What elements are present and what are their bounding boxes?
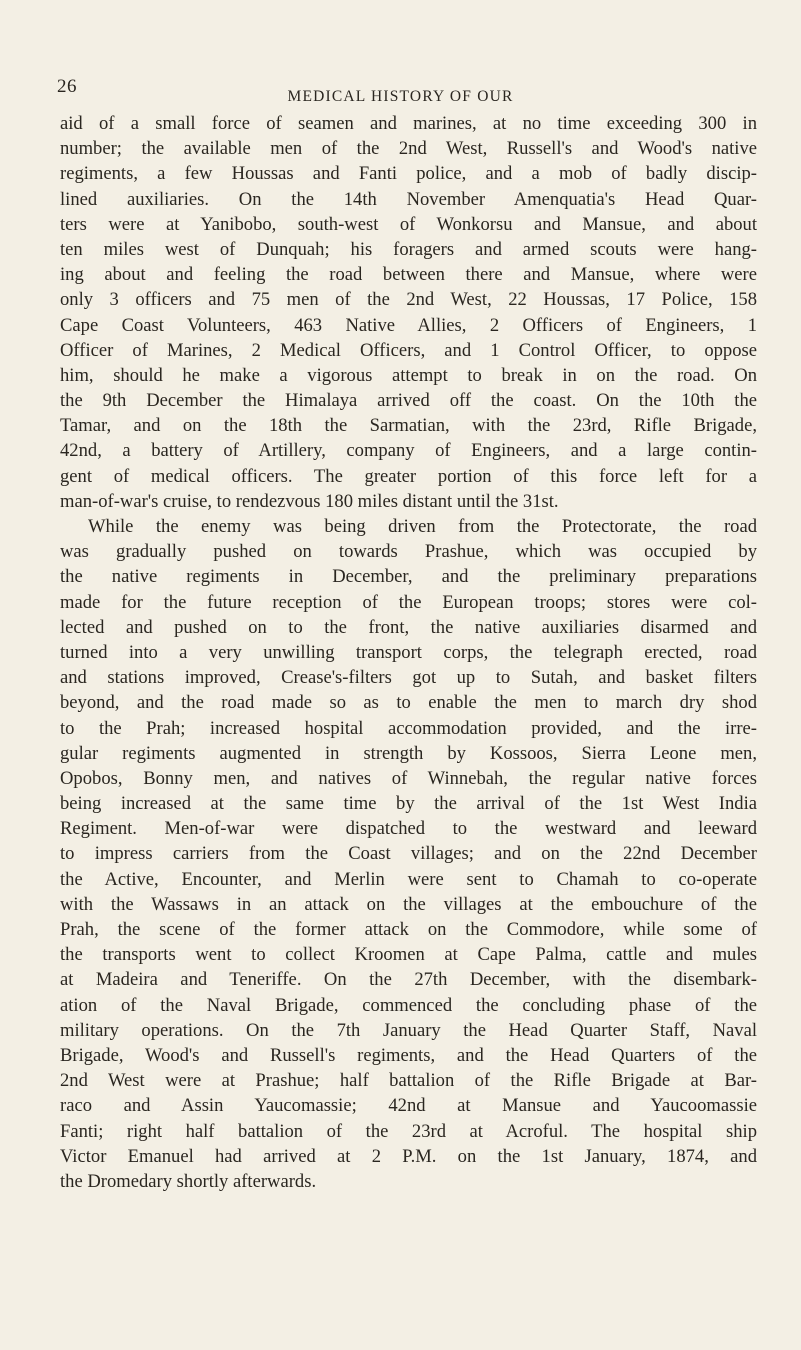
text-line: only 3 officers and 75 men of the 2nd West, 22 Houssas, 17 Police, 158 [60,289,757,311]
body-text [60,111,757,1194]
text-line: While the enemy was being driven from the Protectorate, the road [88,516,757,537]
text-line: the native regiments in December, and the preliminary preparations [60,566,757,588]
text-line: gent of medical officers. The greater portion of this force left for a [60,465,757,487]
text-line: ten miles west of Dunquah; his foragers and armed scouts were hang- [60,238,757,260]
text-line: being increased at the same time by the arrival of the 1st West India [60,793,757,815]
text-line: Prah, the scene of the former attack on the Commodore, while some of [60,919,757,940]
text-line: aid of a small force of seamen and marines, at no time exceeding 300 in [60,113,757,134]
text-line: Cape Coast Volunteers, 463 Native Allies, 2 Officers of Engineers, 1 [60,314,757,336]
text-line: man-of-war's cruise, to rendezvous 180 miles distant until the 31st. [60,490,559,512]
text-line: Victor Emanuel had arrived at 2 P.M. on the 1st January, 1874, and [60,1145,757,1167]
text-line: ing about and feeling the road between there and Mansue, where were [60,264,757,286]
text-line: lected and pushed on to the front, the native auxiliaries disarmed and [60,616,757,638]
text-line: the transports went to collect Kroomen at Cape Palma, cattle and mules [60,944,757,966]
text-line: to the Prah; increased hospital accommodation provided, and the irre- [60,717,757,739]
text-line: ters were at Yanibobo, south-west of Wonkorsu and Mansue, and about [60,213,757,235]
text-line: the Dromedary shortly afterwards. [60,1170,317,1192]
text-line: turned into a very unwilling transport corps, the telegraph erected, road [60,641,757,663]
text-line: gular regiments augmented in strength by Kossoos, Sierra Leone men, [60,742,757,764]
text-line: number; the available men of the 2nd West, Russell's and Wood's native [60,138,757,160]
text-line: 42nd, a battery of Artillery, company of Engineers, and a large contin- [60,440,757,462]
text-line: regiments, a few Houssas and Fanti police, and a mob of badly discip- [60,163,757,185]
text-line: at Madeira and Teneriffe. On the 27th December, with the disembark- [60,969,757,991]
text-line: lined auxiliaries. On the 14th November Amenquatia's Head Quar- [60,188,757,210]
text-line: Regiment. Men-of-war were dispatched to the westward and leeward [60,818,757,840]
text-line: the Active, Encounter, and Merlin were sent to Chamah to co-operate [60,868,757,890]
text-line: military operations. On the 7th January the Head Quarter Staff, Naval [60,1019,757,1041]
text-line: was gradually pushed on towards Prashue, which was occupied by [60,541,757,563]
text-line: Tamar, and on the 18th the Sarmatian, with the 23rd, Rifle Brigade, [60,415,757,437]
text-line: and stations improved, Crease's-filters got up to Sutah, and basket filters [60,667,757,689]
text-line: to impress carriers from the Coast villages; and on the 22nd December [60,843,757,865]
text-line: Brigade, Wood's and Russell's regiments, and the Head Quarters of the [60,1044,757,1066]
text-line: beyond, and the road made so as to enable the men to march dry shod [60,692,757,714]
text-line: Officer of Marines, 2 Medical Officers, and 1 Control Officer, to oppose [60,339,757,361]
text-line: the 9th December the Himalaya arrived off the coast. On the 10th the [60,390,757,412]
text-line: with the Wassaws in an attack on the villages at the embouchure of the [60,893,757,915]
text-line: raco and Assin Yaucomassie; 42nd at Mansue and Yaucoomassie [60,1095,757,1117]
text-line: Fanti; right half battalion of the 23rd at Acroful. The hospital ship [60,1120,757,1142]
text-line: Opobos, Bonny men, and natives of Winnebah, the regular native forces [60,767,757,789]
text-line: him, should he make a vigorous attempt to break in on the road. On [60,364,757,386]
running-head: MEDICAL HISTORY OF OUR [287,88,514,105]
text-line: 2nd West were at Prashue; half battalion of the Rifle Brigade at Bar- [60,1070,757,1092]
page-number: 26 [57,76,77,97]
text-line: ation of the Naval Brigade, commenced the concluding phase of the [60,994,757,1016]
text-line: made for the future reception of the European troops; stores were col- [60,591,757,613]
